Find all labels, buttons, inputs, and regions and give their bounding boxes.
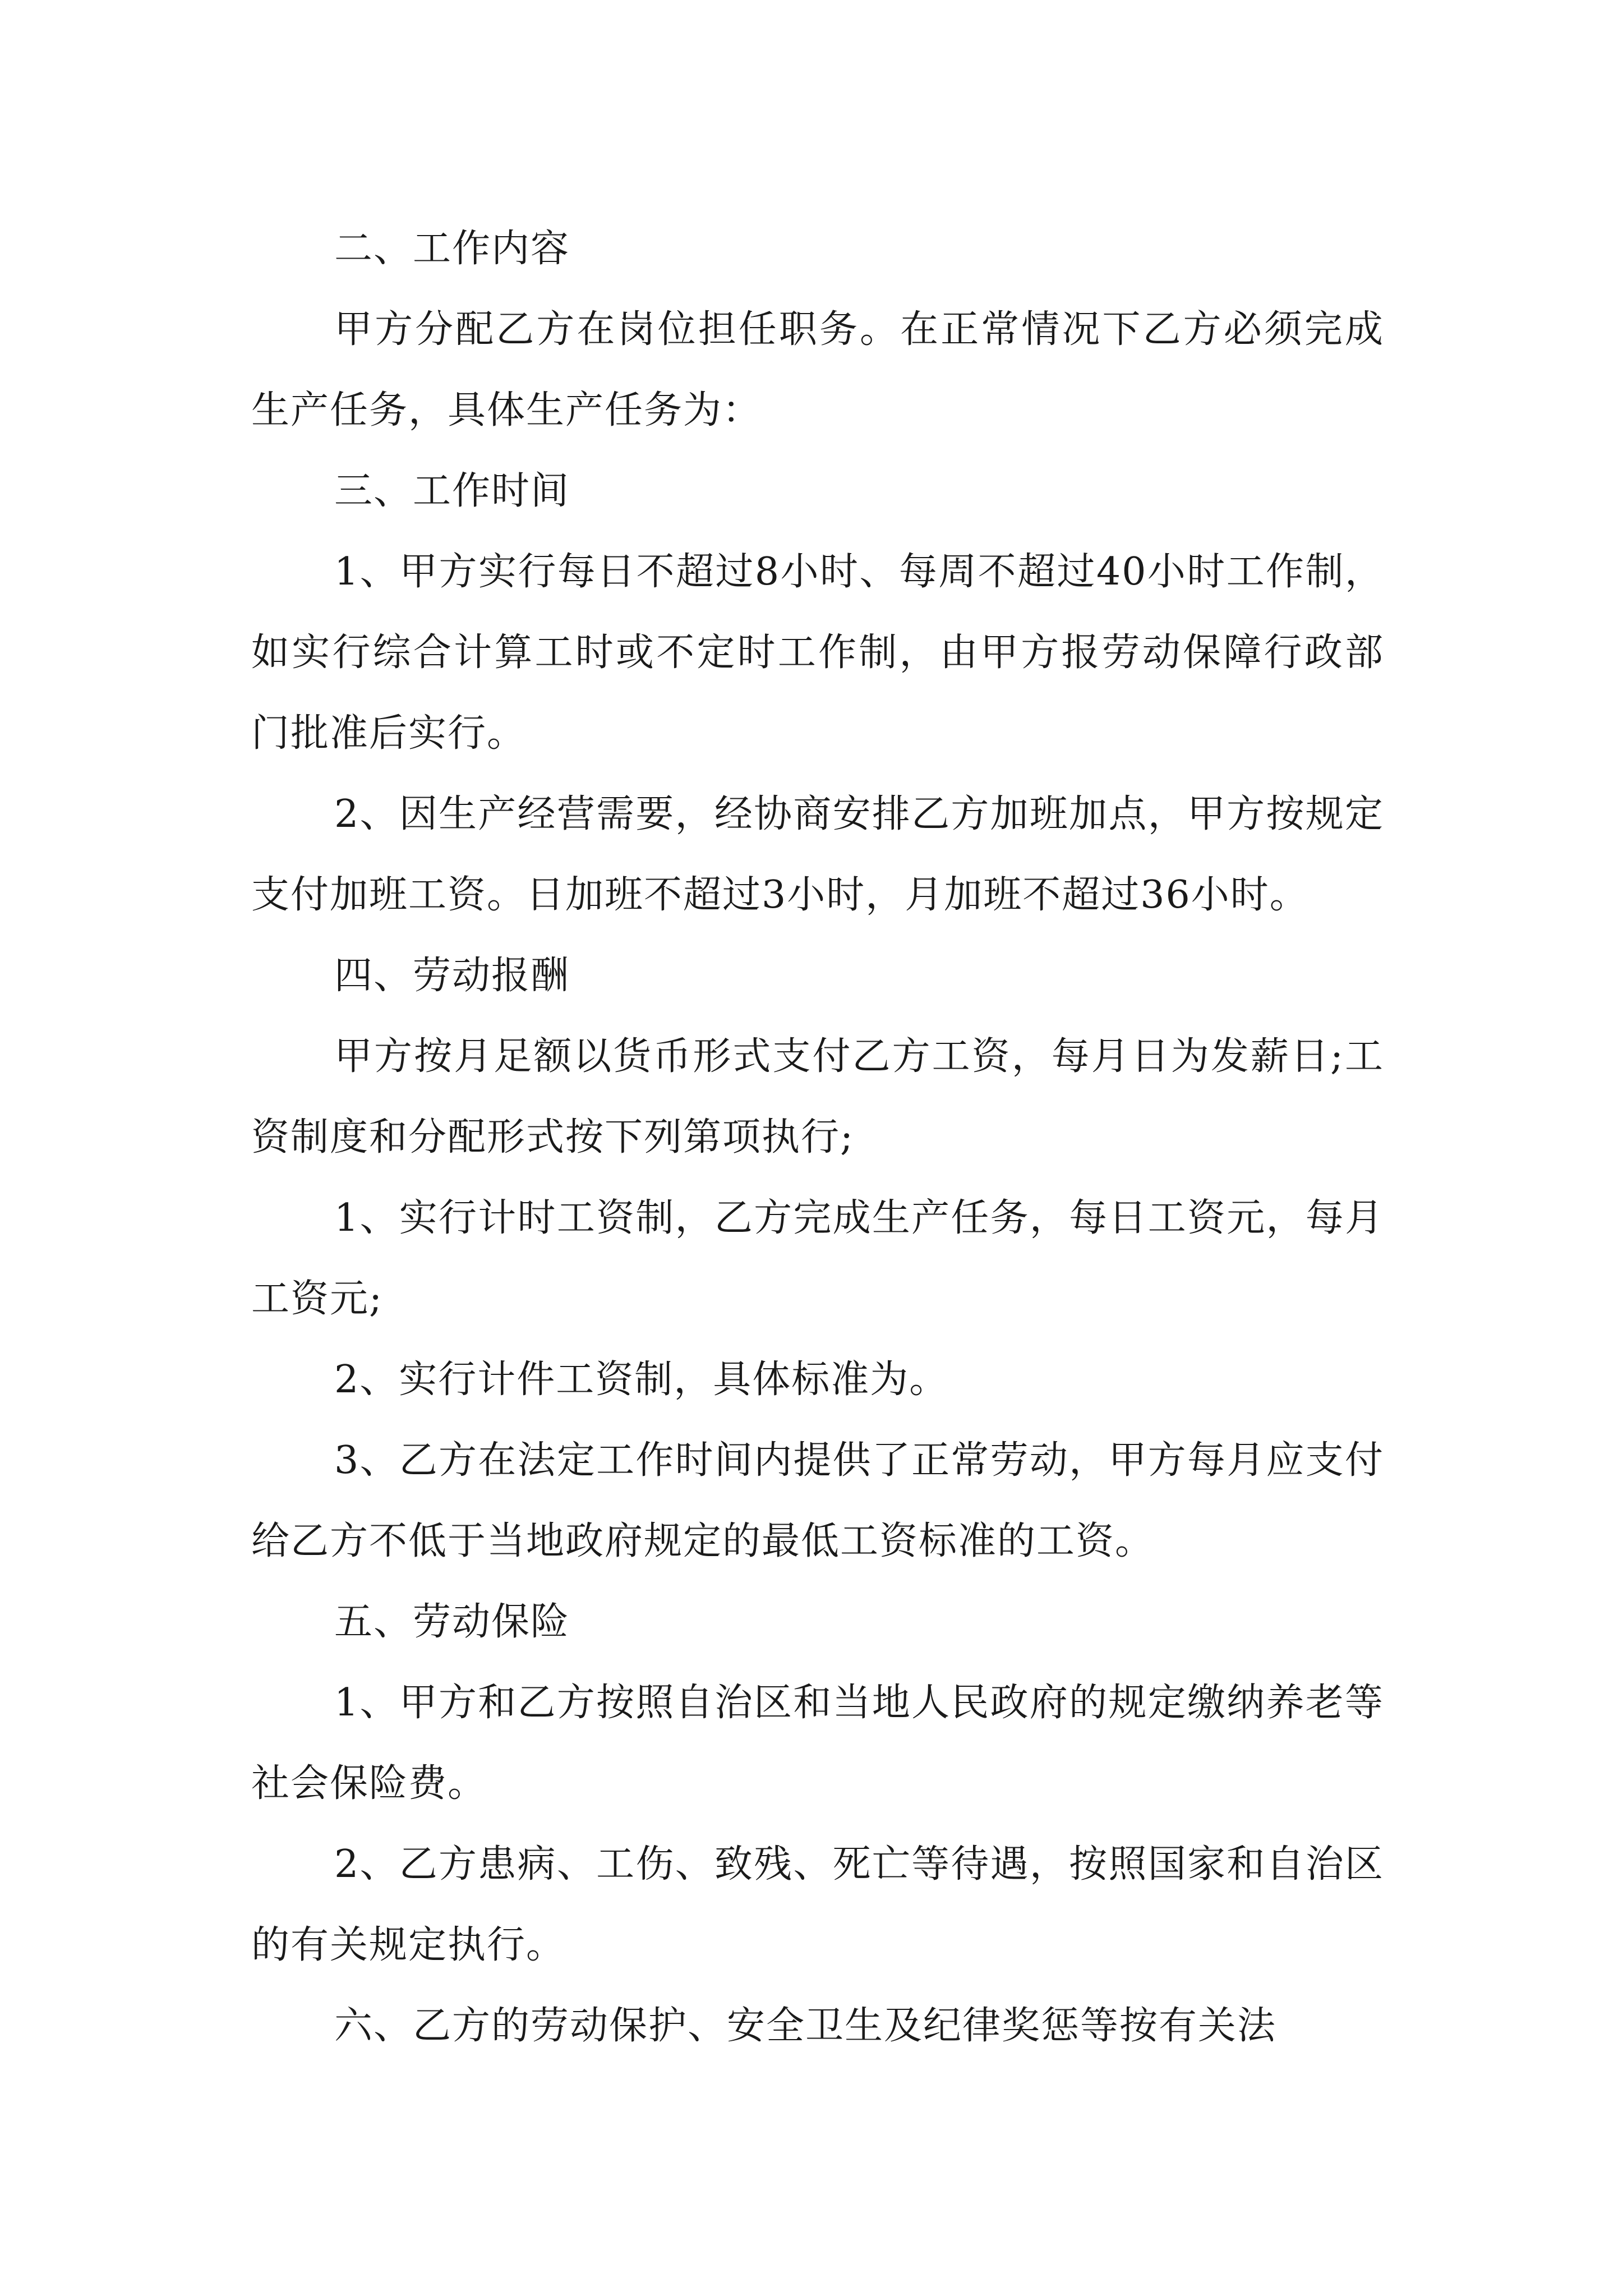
paragraph-wage-clause-3: 3、乙方在法定工作时间内提供了正常劳动，甲方每月应支付给乙方不低于当地政府规定的最低工资标准的工资。 [251, 1438, 1384, 1563]
paragraph-insurance-clause-2: 2、乙方患病、工伤、致残、死亡等待遇，按照国家和自治区的有关规定执行。 [251, 1842, 1384, 1967]
section-heading-working-hours: 三、工作时间 [334, 469, 570, 513]
section-heading-labor-protection: 六、乙方的劳动保护、安全卫生及纪律奖惩等按有关法 [334, 2004, 1277, 2048]
paragraph-insurance-clause-1: 1、甲方和乙方按照自治区和当地人民政府的规定缴纳养老等社会保险费。 [251, 1681, 1384, 1806]
paragraph-wage-payment: 甲方按月足额以货币形式支付乙方工资，每月日为发薪日;工资制度和分配形式按下列第项执行; [251, 1034, 1384, 1159]
paragraph-job-assignment: 甲方分配乙方在岗位担任职务。在正常情况下乙方必须完成生产任务，具体生产任务为： [251, 307, 1384, 432]
paragraph-wage-clause-2: 2、实行计件工资制，具体标准为。 [334, 1358, 949, 1402]
paragraph-hours-clause-2: 2、因生产经营需要，经协商安排乙方加班加点，甲方按规定支付加班工资。日加班不超过3小时，月加班不超过36小时。 [251, 792, 1384, 917]
section-heading-remuneration: 四、劳动报酬 [334, 954, 570, 998]
paragraph-hours-clause-1: 1、甲方实行每日不超过8小时、每周不超过40小时工作制，如实行综合计算工时或不定时工作制，由甲方报劳动保障行政部门批准后实行。 [251, 550, 1384, 756]
paragraph-wage-clause-1: 1、实行计时工资制，乙方完成生产任务，每日工资元，每月工资元; [251, 1196, 1384, 1321]
section-heading-work-content: 二、工作内容 [334, 227, 570, 271]
section-heading-labor-insurance: 五、劳动保险 [334, 1600, 570, 1644]
document-body [251, 209, 1384, 2067]
